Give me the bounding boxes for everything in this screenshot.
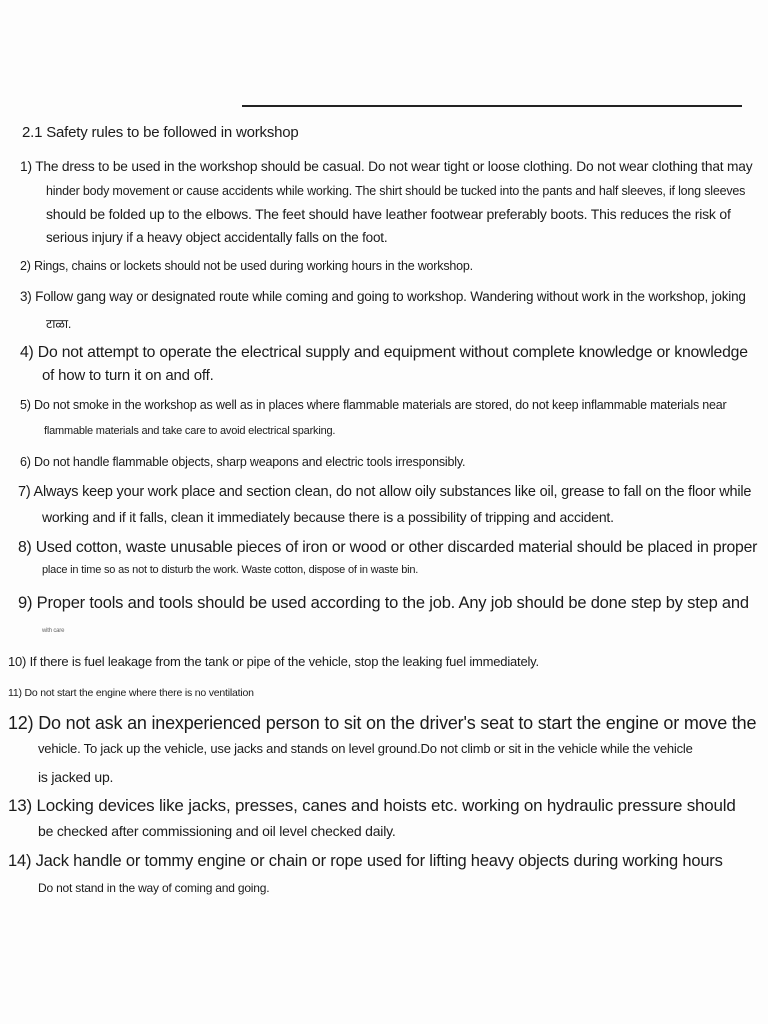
section-heading: 2.1 Safety rules to be followed in workshop — [22, 124, 299, 141]
rule-5-line-2: flammable materials and take care to avoid electrical sparking. — [44, 425, 336, 437]
rule-1-line-3: should be folded up to the elbows. The feet should have leather footwear preferably boots. This reduces the risk of — [46, 206, 731, 222]
rule-13-line-2: be checked after commissioning and oil level checked daily. — [38, 823, 396, 839]
rule-4-line-1: 4) Do not attempt to operate the electrical supply and equipment without complete knowledge or knowledge — [20, 344, 748, 361]
rule-14-line-1: 14) Jack handle or tommy engine or chain or rope used for lifting heavy objects during working hours — [8, 852, 723, 870]
rule-14-line-2: Do not stand in the way of coming and going. — [38, 881, 270, 895]
rule-10: 10) If there is fuel leakage from the tank or pipe of the vehicle, stop the leaking fuel immediately. — [8, 654, 539, 669]
rule-12-line-2: vehicle. To jack up the vehicle, use jacks and stands on level ground.Do not climb or sit in the vehicle while the vehicle — [38, 741, 693, 756]
rule-6: 6) Do not handle flammable objects, sharp weapons and electric tools irresponsibly. — [20, 455, 466, 469]
rule-8-line-1: 8) Used cotton, waste unusable pieces of iron or wood or other discarded material should be placed in proper — [18, 539, 758, 556]
rule-11: 11) Do not start the engine where there is no ventilation — [8, 687, 254, 699]
rule-4-line-2: of how to turn it on and off. — [42, 367, 214, 384]
rule-7-line-2: working and if it falls, clean it immediately because there is a possibility of tripping and accident. — [42, 509, 614, 525]
rule-9-line-2: with care — [42, 628, 65, 634]
rule-12-line-1: 12) Do not ask an inexperienced person to sit on the driver's seat to start the engine or move the — [8, 713, 757, 733]
rule-1-line-1: 1) The dress to be used in the workshop should be casual. Do not wear tight or loose clothing. Do not wear clothing that may — [20, 159, 753, 174]
rule-3-line-2: टाळा. — [46, 317, 72, 331]
rule-5-line-1: 5) Do not smoke in the workshop as well as in places where flammable materials are stored, do not keep inflammable materials near — [20, 398, 727, 412]
rule-12-line-3: is jacked up. — [38, 769, 114, 785]
header-rule — [242, 105, 742, 107]
rule-8-line-2: place in time so as not to disturb the work. Waste cotton, dispose of in waste bin. — [42, 564, 419, 576]
rule-9-line-1: 9) Proper tools and tools should be used according to the job. Any job should be done step by step and — [18, 594, 749, 612]
rule-3-line-1: 3) Follow gang way or designated route while coming and going to workshop. Wandering without work in the workshop, joking — [20, 289, 746, 304]
rule-7-line-1: 7) Always keep your work place and section clean, do not allow oily substances like oil, grease to fall on the floor while — [18, 484, 752, 500]
rule-2: 2) Rings, chains or lockets should not be used during working hours in the workshop. — [20, 259, 473, 273]
rule-13-line-1: 13) Locking devices like jacks, presses, canes and hoists etc. working on hydraulic pressure should — [8, 796, 736, 815]
rule-1-line-2: hinder body movement or cause accidents while working. The shirt should be tucked into the pants and half sleeves, if long sleeves — [46, 184, 746, 198]
rule-1-line-4: serious injury if a heavy object accidentally falls on the foot. — [46, 230, 388, 245]
